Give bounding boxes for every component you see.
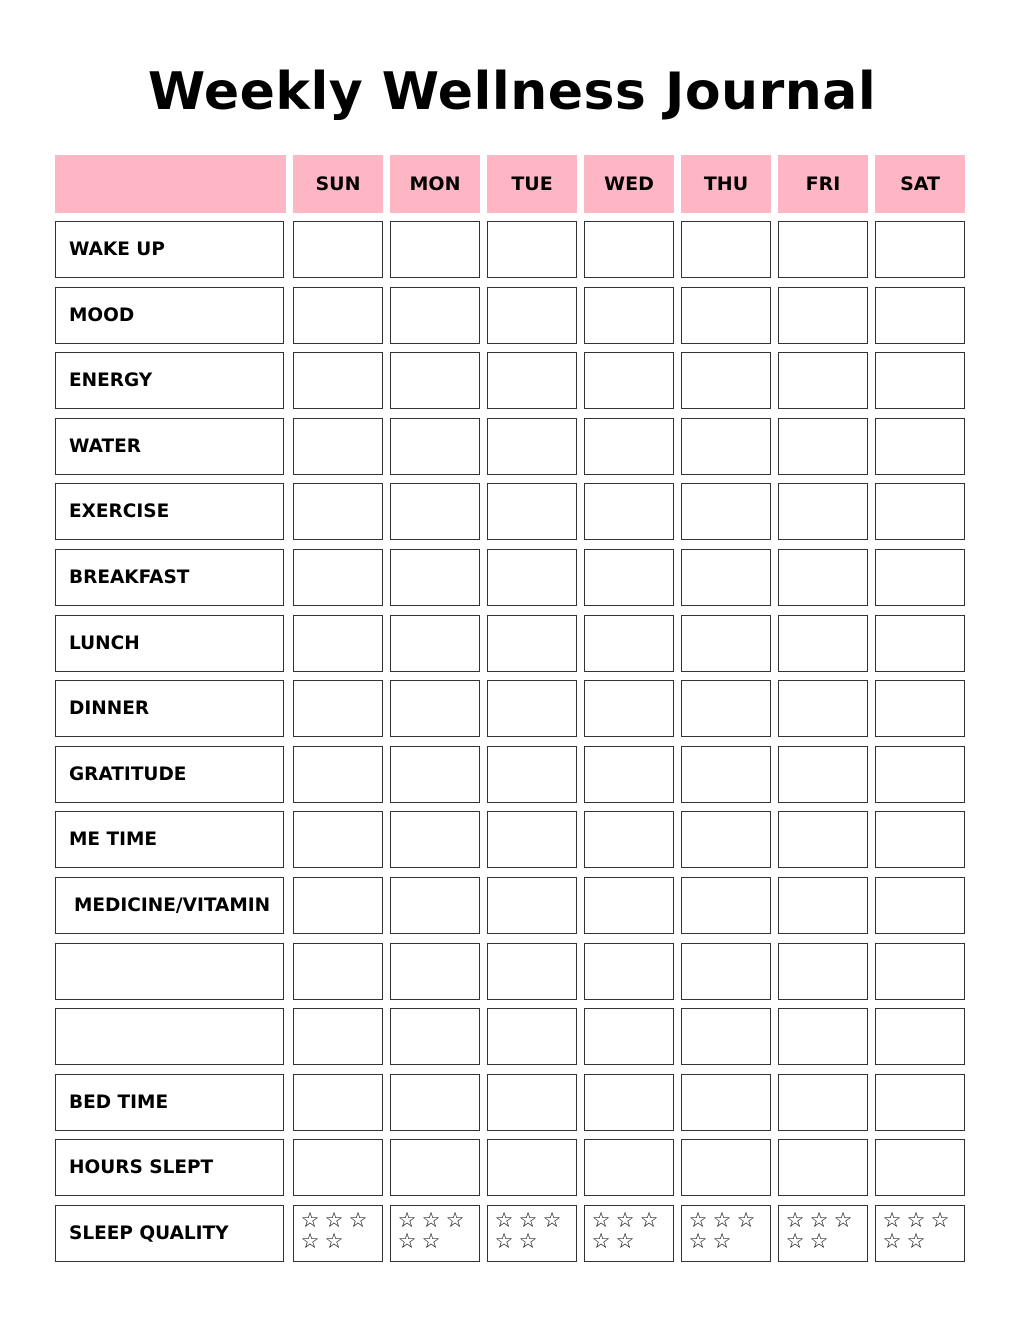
star-icon[interactable]: ☆ [615, 1229, 639, 1253]
star-icon[interactable]: ☆ [809, 1229, 833, 1253]
sleep-quality-cell-thu-sleep-quality[interactable] [681, 1205, 771, 1262]
header-blank-cell [55, 155, 286, 213]
sleep-quality-cell-mon-sleep-quality[interactable] [390, 1205, 480, 1262]
star-icon[interactable]: ☆ [518, 1208, 542, 1232]
star-rating[interactable] [397, 1210, 477, 1252]
entry-cell-wed-me-time[interactable] [584, 811, 674, 868]
row-label-sleep-quality: SLEEP QUALITY [55, 1205, 284, 1262]
star-icon[interactable]: ☆ [591, 1208, 615, 1232]
star-icon[interactable]: ☆ [494, 1208, 518, 1232]
star-icon[interactable]: ☆ [421, 1229, 445, 1253]
entry-cell-tue-breakfast[interactable] [487, 549, 577, 606]
entry-cell-sat-blank-12[interactable] [875, 1008, 965, 1065]
entry-cell-fri-hours-slept[interactable] [778, 1139, 868, 1196]
row-label-energy: ENERGY [55, 352, 284, 409]
entry-cell-tue-blank-12[interactable] [487, 1008, 577, 1065]
entry-cell-sat-water[interactable] [875, 418, 965, 475]
star-icon[interactable]: ☆ [639, 1208, 663, 1232]
entry-cell-fri-gratitude[interactable] [778, 746, 868, 803]
row-label-medicine-vitamin: MEDICINE/VITAMIN [55, 877, 284, 934]
star-icon[interactable]: ☆ [785, 1208, 809, 1232]
entry-cell-tue-mood[interactable] [487, 287, 577, 344]
entry-cell-tue-medicine-vitamin[interactable] [487, 877, 577, 934]
entry-cell-sun-hours-slept[interactable] [293, 1139, 383, 1196]
row-label-bed-time: BED TIME [55, 1074, 284, 1131]
entry-cell-mon-breakfast[interactable] [390, 549, 480, 606]
entry-cell-fri-exercise[interactable] [778, 483, 868, 540]
entry-cell-wed-bed-time[interactable] [584, 1074, 674, 1131]
star-icon[interactable]: ☆ [906, 1229, 930, 1253]
entry-cell-thu-water[interactable] [681, 418, 771, 475]
entry-cell-tue-gratitude[interactable] [487, 746, 577, 803]
entry-cell-mon-lunch[interactable] [390, 615, 480, 672]
row-label-hours-slept: HOURS SLEPT [55, 1139, 284, 1196]
entry-cell-sat-gratitude[interactable] [875, 746, 965, 803]
star-icon[interactable]: ☆ [882, 1229, 906, 1253]
entry-cell-wed-dinner[interactable] [584, 680, 674, 737]
day-header-wed: WED [584, 155, 674, 213]
entry-cell-thu-wake-up[interactable] [681, 221, 771, 278]
entry-cell-tue-lunch[interactable] [487, 615, 577, 672]
entry-cell-thu-exercise[interactable] [681, 483, 771, 540]
entry-cell-thu-me-time[interactable] [681, 811, 771, 868]
entry-cell-fri-me-time[interactable] [778, 811, 868, 868]
entry-cell-sun-energy[interactable] [293, 352, 383, 409]
sleep-quality-cell-sun-sleep-quality[interactable] [293, 1205, 383, 1262]
star-icon[interactable]: ☆ [615, 1208, 639, 1232]
entry-cell-fri-bed-time[interactable] [778, 1074, 868, 1131]
entry-cell-thu-bed-time[interactable] [681, 1074, 771, 1131]
entry-cell-wed-energy[interactable] [584, 352, 674, 409]
entry-cell-thu-mood[interactable] [681, 287, 771, 344]
row-label-blank-12[interactable] [55, 1008, 284, 1065]
entry-cell-sun-water[interactable] [293, 418, 383, 475]
entry-cell-mon-gratitude[interactable] [390, 746, 480, 803]
entry-cell-wed-mood[interactable] [584, 287, 674, 344]
row-label-wake-up: WAKE UP [55, 221, 284, 278]
row-label-gratitude: GRATITUDE [55, 746, 284, 803]
entry-cell-sun-exercise[interactable] [293, 483, 383, 540]
entry-cell-wed-gratitude[interactable] [584, 746, 674, 803]
entry-cell-tue-me-time[interactable] [487, 811, 577, 868]
star-icon[interactable]: ☆ [930, 1208, 954, 1232]
entry-cell-sat-lunch[interactable] [875, 615, 965, 672]
day-header-fri: FRI [778, 155, 868, 213]
star-icon[interactable]: ☆ [324, 1229, 348, 1253]
entry-cell-thu-lunch[interactable] [681, 615, 771, 672]
page-title: Weekly Wellness Journal [147, 62, 877, 122]
entry-cell-sat-hours-slept[interactable] [875, 1139, 965, 1196]
entry-cell-fri-lunch[interactable] [778, 615, 868, 672]
entry-cell-sat-wake-up[interactable] [875, 221, 965, 278]
star-icon[interactable]: ☆ [591, 1229, 615, 1253]
sleep-quality-cell-sat-sleep-quality[interactable] [875, 1205, 965, 1262]
entry-cell-thu-blank-12[interactable] [681, 1008, 771, 1065]
star-icon[interactable]: ☆ [300, 1229, 324, 1253]
entry-cell-tue-wake-up[interactable] [487, 221, 577, 278]
entry-cell-fri-blank-11[interactable] [778, 943, 868, 1000]
star-icon[interactable]: ☆ [518, 1229, 542, 1253]
row-label-mood: MOOD [55, 287, 284, 344]
row-label-lunch: LUNCH [55, 615, 284, 672]
entry-cell-mon-energy[interactable] [390, 352, 480, 409]
day-header-sat: SAT [875, 155, 965, 213]
entry-cell-tue-energy[interactable] [487, 352, 577, 409]
entry-cell-sun-medicine-vitamin[interactable] [293, 877, 383, 934]
day-header-thu: THU [681, 155, 771, 213]
entry-cell-sun-gratitude[interactable] [293, 746, 383, 803]
entry-cell-thu-hours-slept[interactable] [681, 1139, 771, 1196]
sleep-quality-cell-fri-sleep-quality[interactable] [778, 1205, 868, 1262]
star-icon[interactable]: ☆ [494, 1229, 518, 1253]
entry-cell-sat-dinner[interactable] [875, 680, 965, 737]
star-rating[interactable] [494, 1210, 574, 1252]
entry-cell-sat-mood[interactable] [875, 287, 965, 344]
entry-cell-thu-blank-11[interactable] [681, 943, 771, 1000]
star-rating[interactable] [591, 1210, 671, 1252]
entry-cell-sun-blank-12[interactable] [293, 1008, 383, 1065]
entry-cell-tue-exercise[interactable] [487, 483, 577, 540]
star-icon[interactable]: ☆ [397, 1208, 421, 1232]
star-icon[interactable]: ☆ [712, 1229, 736, 1253]
star-rating[interactable] [785, 1210, 865, 1252]
entry-cell-thu-gratitude[interactable] [681, 746, 771, 803]
entry-cell-sat-bed-time[interactable] [875, 1074, 965, 1131]
entry-cell-fri-dinner[interactable] [778, 680, 868, 737]
row-label-exercise: EXERCISE [55, 483, 284, 540]
day-header-mon: MON [390, 155, 480, 213]
entry-cell-sun-wake-up[interactable] [293, 221, 383, 278]
entry-cell-fri-medicine-vitamin[interactable] [778, 877, 868, 934]
entry-cell-sat-medicine-vitamin[interactable] [875, 877, 965, 934]
entry-cell-mon-bed-time[interactable] [390, 1074, 480, 1131]
entry-cell-tue-bed-time[interactable] [487, 1074, 577, 1131]
day-header-tue: TUE [487, 155, 577, 213]
entry-cell-sun-me-time[interactable] [293, 811, 383, 868]
entry-cell-fri-energy[interactable] [778, 352, 868, 409]
entry-cell-fri-blank-12[interactable] [778, 1008, 868, 1065]
star-icon[interactable]: ☆ [882, 1208, 906, 1232]
entry-cell-mon-wake-up[interactable] [390, 221, 480, 278]
entry-cell-tue-water[interactable] [487, 418, 577, 475]
entry-cell-sun-breakfast[interactable] [293, 549, 383, 606]
entry-cell-thu-energy[interactable] [681, 352, 771, 409]
star-icon[interactable]: ☆ [906, 1208, 930, 1232]
star-rating[interactable] [688, 1210, 768, 1252]
entry-cell-mon-blank-11[interactable] [390, 943, 480, 1000]
day-header-sun: SUN [293, 155, 383, 213]
entry-cell-sun-lunch[interactable] [293, 615, 383, 672]
entry-cell-sat-me-time[interactable] [875, 811, 965, 868]
entry-cell-tue-blank-11[interactable] [487, 943, 577, 1000]
row-label-blank-11[interactable] [55, 943, 284, 1000]
entry-cell-mon-medicine-vitamin[interactable] [390, 877, 480, 934]
entry-cell-sat-blank-11[interactable] [875, 943, 965, 1000]
entry-cell-mon-hours-slept[interactable] [390, 1139, 480, 1196]
sleep-quality-cell-wed-sleep-quality[interactable] [584, 1205, 674, 1262]
row-label-breakfast: BREAKFAST [55, 549, 284, 606]
star-icon[interactable]: ☆ [688, 1229, 712, 1253]
star-rating[interactable] [882, 1210, 962, 1252]
entry-cell-sat-breakfast[interactable] [875, 549, 965, 606]
row-label-me-time: ME TIME [55, 811, 284, 868]
entry-cell-wed-blank-12[interactable] [584, 1008, 674, 1065]
entry-cell-fri-wake-up[interactable] [778, 221, 868, 278]
star-icon[interactable]: ☆ [688, 1208, 712, 1232]
star-icon[interactable]: ☆ [300, 1208, 324, 1232]
star-rating[interactable] [300, 1210, 380, 1252]
entry-cell-wed-blank-11[interactable] [584, 943, 674, 1000]
star-icon[interactable]: ☆ [348, 1208, 372, 1232]
entry-cell-mon-water[interactable] [390, 418, 480, 475]
entry-cell-sat-energy[interactable] [875, 352, 965, 409]
sleep-quality-cell-tue-sleep-quality[interactable] [487, 1205, 577, 1262]
entry-cell-mon-exercise[interactable] [390, 483, 480, 540]
entry-cell-sun-bed-time[interactable] [293, 1074, 383, 1131]
entry-cell-mon-blank-12[interactable] [390, 1008, 480, 1065]
entry-cell-tue-hours-slept[interactable] [487, 1139, 577, 1196]
star-icon[interactable]: ☆ [736, 1208, 760, 1232]
entry-cell-mon-me-time[interactable] [390, 811, 480, 868]
row-label-dinner: DINNER [55, 680, 284, 737]
star-icon[interactable]: ☆ [324, 1208, 348, 1232]
star-icon[interactable]: ☆ [542, 1208, 566, 1232]
entry-cell-sat-exercise[interactable] [875, 483, 965, 540]
entry-cell-wed-exercise[interactable] [584, 483, 674, 540]
entry-cell-sun-blank-11[interactable] [293, 943, 383, 1000]
entry-cell-fri-mood[interactable] [778, 287, 868, 344]
entry-cell-mon-mood[interactable] [390, 287, 480, 344]
entry-cell-tue-dinner[interactable] [487, 680, 577, 737]
entry-cell-wed-hours-slept[interactable] [584, 1139, 674, 1196]
star-icon[interactable]: ☆ [445, 1208, 469, 1232]
star-icon[interactable]: ☆ [421, 1208, 445, 1232]
entry-cell-wed-wake-up[interactable] [584, 221, 674, 278]
star-icon[interactable]: ☆ [833, 1208, 857, 1232]
entry-cell-wed-water[interactable] [584, 418, 674, 475]
entry-cell-wed-medicine-vitamin[interactable] [584, 877, 674, 934]
star-icon[interactable]: ☆ [397, 1229, 421, 1253]
entry-cell-thu-medicine-vitamin[interactable] [681, 877, 771, 934]
entry-cell-wed-lunch[interactable] [584, 615, 674, 672]
row-label-water: WATER [55, 418, 284, 475]
entry-cell-fri-breakfast[interactable] [778, 549, 868, 606]
entry-cell-thu-breakfast[interactable] [681, 549, 771, 606]
star-icon[interactable]: ☆ [785, 1229, 809, 1253]
entry-cell-fri-water[interactable] [778, 418, 868, 475]
entry-cell-mon-dinner[interactable] [390, 680, 480, 737]
star-icon[interactable]: ☆ [809, 1208, 833, 1232]
entry-cell-sun-mood[interactable] [293, 287, 383, 344]
entry-cell-sun-dinner[interactable] [293, 680, 383, 737]
entry-cell-wed-breakfast[interactable] [584, 549, 674, 606]
star-icon[interactable]: ☆ [712, 1208, 736, 1232]
entry-cell-thu-dinner[interactable] [681, 680, 771, 737]
